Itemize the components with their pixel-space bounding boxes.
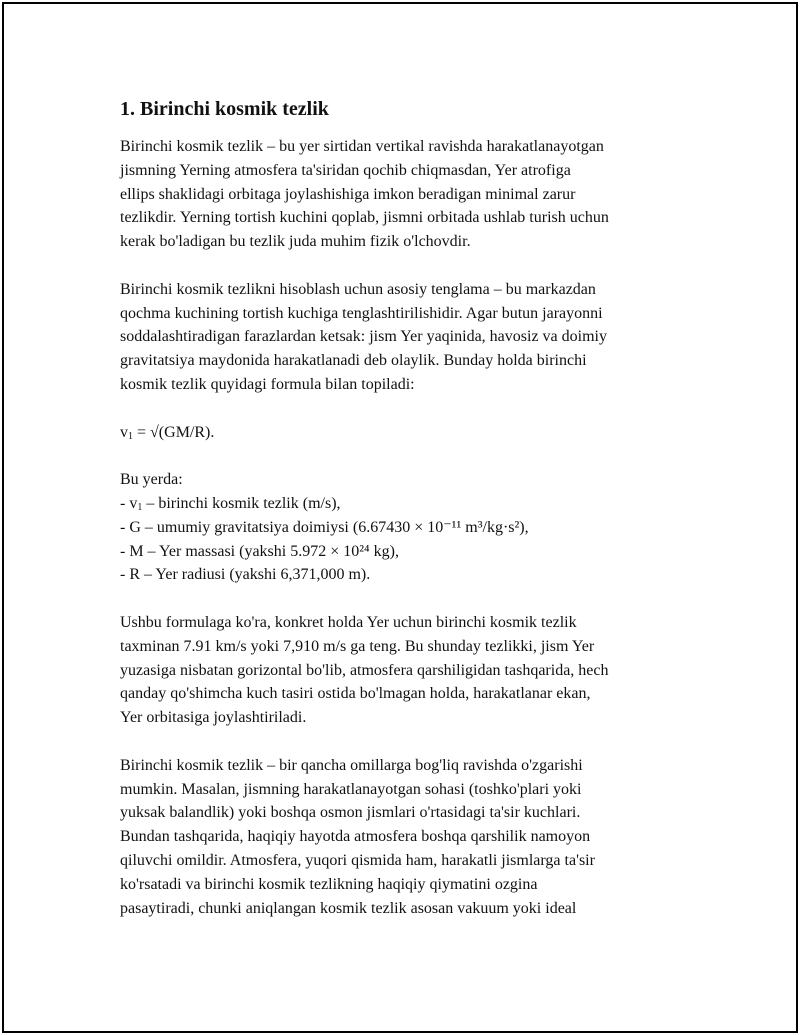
paragraph-equation-intro: [120, 278, 700, 397]
definitions-list: [120, 468, 700, 587]
definition-item: - R – Yer radiusi (yakshi 6,371,000 m).: [120, 566, 371, 584]
definition-subscript: 1: [137, 501, 143, 513]
paragraph-result: [120, 611, 700, 730]
definition-text: – birinchi kosmik tezlik (m/s),: [142, 494, 341, 512]
text-line: Birinchi kosmik tezlikni hisoblash uchun asosiy tenglama – bu markazdan: [120, 280, 596, 298]
text-line: Ushbu formulaga ko'ra, konkret holda Yer uchun birinchi kosmik tezlik: [120, 613, 577, 631]
text-line: soddalashtiradigan farazlardan ketsak: jism Yer yaqinida, havosiz va doimiy: [120, 328, 607, 346]
definition-item: - G – umumiy gravitatsiya doimiysi (6.67430 × 10⁻¹¹ m³/kg·s²),: [120, 518, 529, 536]
paragraph-definition: [120, 135, 700, 254]
text-line: gravitatsiya maydonida harakatlanadi deb olaylik. Bunday holda birinchi: [120, 352, 587, 370]
text-line: yuksak balandlik) yoki boshqa osmon jismlari o'rtasidagi ta'sir kuchlari.: [120, 804, 581, 822]
formula-expression: = √(GM/R).: [133, 423, 215, 441]
section-title: 1. Birinchi kosmik tezlik: [120, 98, 329, 120]
text-line: Birinchi kosmik tezlik – bir qancha omillarga bog'liq ravishda o'zgarishi: [120, 756, 583, 774]
text-line: tezlikdir. Yerning tortish kuchini qoplab, jismni orbitada ushlab turish uchun: [120, 209, 609, 227]
text-line: Bundan tashqarida, haqiqiy hayotda atmosfera boshqa qarshilik namoyon: [120, 828, 591, 846]
definition-item: - M – Yer massasi (yakshi 5.972 × 10²⁴ kg),: [120, 542, 399, 560]
text-line: jismning Yerning atmosfera ta'siridan qochib chiqmasdan, Yer atrofiga: [120, 161, 571, 179]
text-line: kosmik tezlik quyidagi formula bilan topiladi:: [120, 375, 415, 393]
text-line: kerak bo'ladigan bu tezlik juda muhim fizik o'lchovdir.: [120, 233, 471, 251]
document-page: [2, 2, 798, 1033]
text-line: pasaytiradi, chunki aniqlangan kosmik tezlik asosan vakuum yoki ideal: [120, 899, 577, 917]
text-line: qiluvchi omildir. Atmosfera, yuqori qismida ham, harakatli jismlarga ta'sir: [120, 851, 595, 869]
formula-variable: v: [120, 423, 128, 441]
text-line: Birinchi kosmik tezlik – bu yer sirtidan vertikal ravishda harakatlanayotgan: [120, 138, 604, 155]
text-line: ko'rsatadi va birinchi kosmik tezlikning haqiqiy qiymatini ozgina: [120, 875, 538, 893]
text-line: yuzasiga nisbatan gorizontal bo'lib, atmosfera qarshiligidan tashqarida, hech: [120, 661, 609, 679]
definition-item: [120, 492, 700, 516]
paragraph-factors: [120, 754, 700, 921]
formula-subscript: 1: [128, 430, 133, 442]
formula: [120, 421, 700, 445]
text-line: taxminan 7.91 km/s yoki 7,910 m/s ga teng. Bu shunday tezlikki, jism Yer: [120, 637, 595, 655]
text-line: Yer orbitasiga joylashtiriladi.: [120, 709, 307, 727]
text-line: mumkin. Masalan, jismning harakatlanayotgan sohasi (toshko'plari yoki: [120, 780, 582, 798]
document-body: [120, 96, 700, 944]
definition-prefix: - v: [120, 494, 138, 512]
text-line: qanday qo'shimcha kuch tasiri ostida bo'lmagan holda, harakatlanar ekan,: [120, 685, 591, 703]
text-line: qochma kuchining tortish kuchiga tenglashtirilishidir. Agar butun jarayonni: [120, 304, 603, 322]
text-line: ellips shaklidagi orbitaga joylashishiga imkon beradigan minimal zarur: [120, 185, 576, 203]
definitions-intro: Bu yerda:: [120, 471, 183, 489]
